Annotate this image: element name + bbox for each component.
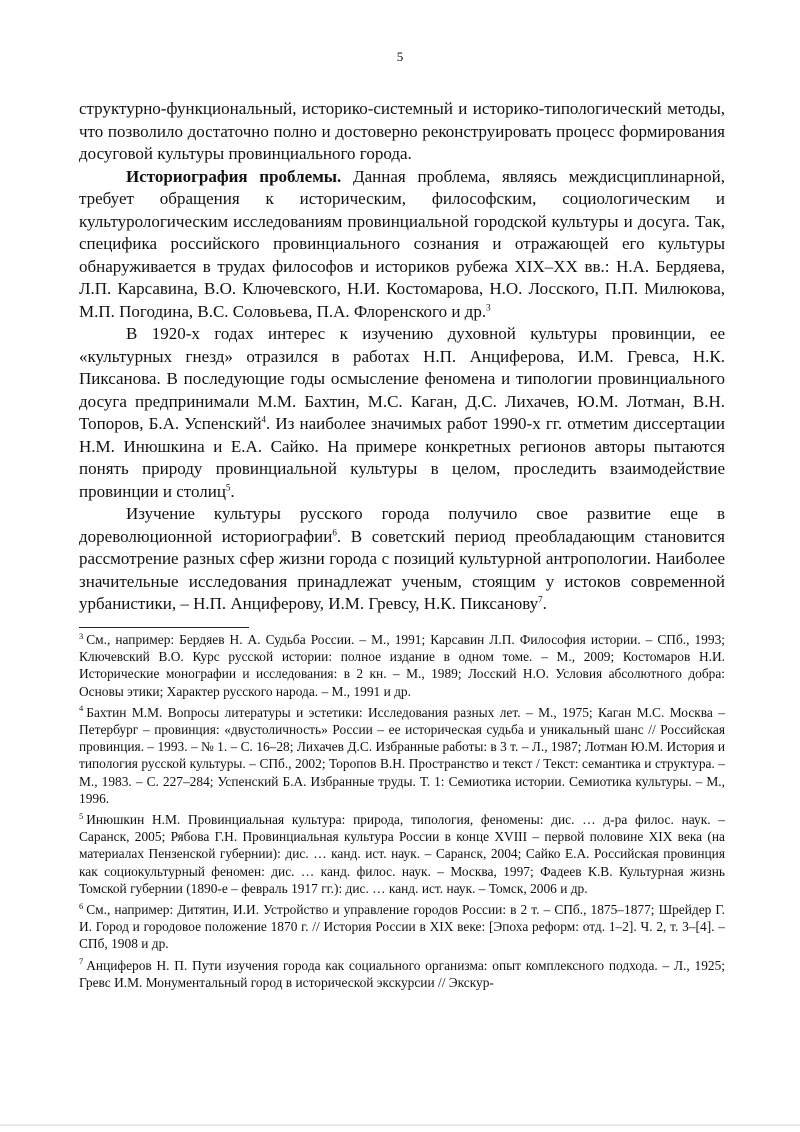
paragraph-3-text-c: . <box>230 481 235 501</box>
footnote-text: Анциферов Н. П. Пути изучения города как социального организма: опыт комплексного подхода. – Л., 1925; Гревс И.М. Монументальный город в исторической экскурсии // Экскур- <box>79 957 725 990</box>
paragraph-4-text-b: . В советский период преобладающим становится рассмотрение разных сфер жизни города с позиций культурной антропологии. Наиболее значительные исследования принадлежат ученым, стоящим у истоков современной урбанистики, – Н.П. Анциферову, И.М. Гревсу, Н.К. Пиксанову <box>79 526 725 613</box>
scan-bottom-edge <box>0 1124 800 1126</box>
page-number: 5 <box>396 49 404 64</box>
main-text <box>79 98 725 616</box>
footnote-6 <box>79 901 725 953</box>
section-heading: Историография проблемы. <box>126 166 342 186</box>
footnote-number: 6 <box>79 900 84 911</box>
footnote-text: Инюшкин Н.М. Провинциальная культура: природа, типология, феномены: дис. … д-ра филос. наук. – Саранск, 2005; Рябова Г.Н. Провинциальная культура России в конце XVIII – первой половине XIX века (на материалах Пензенской губернии): дис. … канд. ист. наук. – Саранск, 2004; Сайко Е.А. Российская провинция как социокультурный феномен: дис. … канд. филос. наук. – Москва, 1997; Фадеев К.В. Культурная жизнь Томской губернии (1890-е – февраль 1917 гг.): дис. … канд. ист. наук. – Томск, 2006 и др. <box>79 812 725 896</box>
paragraph-3-text-b: . Из наиболее значимых работ 1990-х гг. отметим диссертации Н.М. Инюшкина и Е.А. Сайко. На примере конкретных регионов авторы пытаются понять природу провинциальной культуры в целом, проследить взаимодействие провинции и столиц <box>79 414 725 501</box>
paragraph-4 <box>79 503 725 616</box>
paragraph-1 <box>79 98 725 166</box>
paragraph-2-text: Данная проблема, являясь междисциплинарной, требует обращения к историческим, философским, социологическим и культурологическим исследованиям провинциальной городской культуры и досуга. Так, специфика российского провинциального сознания и отражающей его культуры обнаруживается в трудах философов и историков рубежа XIX–XX вв.: Н.А. Бердяева, Л.П. Карсавина, В.О. Ключевского, Н.И. Костомарова, Н.О. Лосского, П.П. Милюкова, М.П. Погодина, В.С. Соловьева, П.А. Флоренского и др. <box>79 166 725 321</box>
paragraph-4-text-c: . <box>542 594 547 613</box>
footnote-number: 3 <box>79 630 84 641</box>
paragraph-1-text: структурно-функциональный, историко-системный и историко-типологический методы, что позволило достаточно полно и достоверно реконструировать процесс формирования досуговой культуры провинциального города. <box>79 99 725 163</box>
footnote-text: См., например: Бердяев Н. А. Судьба России. – М., 1991; Карсавин Л.П. Философия истории. – СПб., 1993; Ключевский В.О. Курс русской истории: полное издание в одном томе. – М., 2009; Костомаров Н.И. Исторические монографии и исследования: в 2 кн. – М., 1989; Лосский Н.О. Условия абсолютного добра: Основы этики; Характер русского народа. – М., 1991 и др. <box>79 632 725 699</box>
footnote-ref-4: 4 <box>261 414 267 425</box>
paragraph-3 <box>79 323 725 503</box>
footnote-ref-3: 3 <box>486 301 491 312</box>
footnote-7 <box>79 957 725 991</box>
paragraph-4-text-a: Изучение культуры русского города получило свое развитие еще в дореволюционной историографии <box>79 504 725 546</box>
footnotes <box>79 631 725 995</box>
footnote-number: 7 <box>79 956 84 967</box>
footnote-number: 5 <box>79 810 84 821</box>
footnote-number: 4 <box>79 703 84 714</box>
footnote-4 <box>79 704 725 807</box>
paragraph-historiography <box>79 166 725 324</box>
footnote-5 <box>79 811 725 897</box>
footnote-ref-7: 7 <box>538 594 543 605</box>
footnote-separator <box>79 627 249 628</box>
paragraph-3-text-a: В 1920-х годах интерес к изучению духовной культуры провинции, ее «культурных гнезд» отразился в работах Н.П. Анциферова, И.М. Гревса, Н.К. Пиксанова. В последующие годы осмысление феномена и типологии провинциального досуга предпринимали М.М. Бахтин, М.С. Каган, Д.С. Лихачев, Ю.М. Лотман, В.Н. Топоров, Б.А. Успенский <box>79 324 725 433</box>
footnote-ref-5: 5 <box>225 481 231 492</box>
footnote-text: Бахтин М.М. Вопросы литературы и эстетики: Исследования разных лет. – М., 1975; Каган М.С. Москва – Петербург – провинция: «двустоличность» России – ее историческая судьба и уникальный шанс // Российская провинция. – 1993. – № 1. – С. 16–28; Лихачев Д.С. Избранные работы: в 3 т. – Л., 1987; Лотман Ю.М. История и типология русской культуры. – СПб., 2002; Торопов В.Н. Пространство и текст / Текст: семантика и структура. – М., 1983. – С. 227–284; Успенский Б.А. Избранные труды. Т. 1: Семиотика истории. Семиотика культуры. – М., 1996. <box>79 704 725 806</box>
footnote-text: См., например: Дитятин, И.И. Устройство и управление городов России: в 2 т. – СПб., 1875–1877; Шрейдер Г. И. Город и городовое положение 1870 г. // История России в XIX веке: [Эпоха реформ: отд. 1–2]. Ч. 2, т. 3–[4]. – СПб, 1908 и др. <box>79 902 725 952</box>
footnote-ref-6: 6 <box>332 526 337 537</box>
footnote-3 <box>79 631 725 700</box>
